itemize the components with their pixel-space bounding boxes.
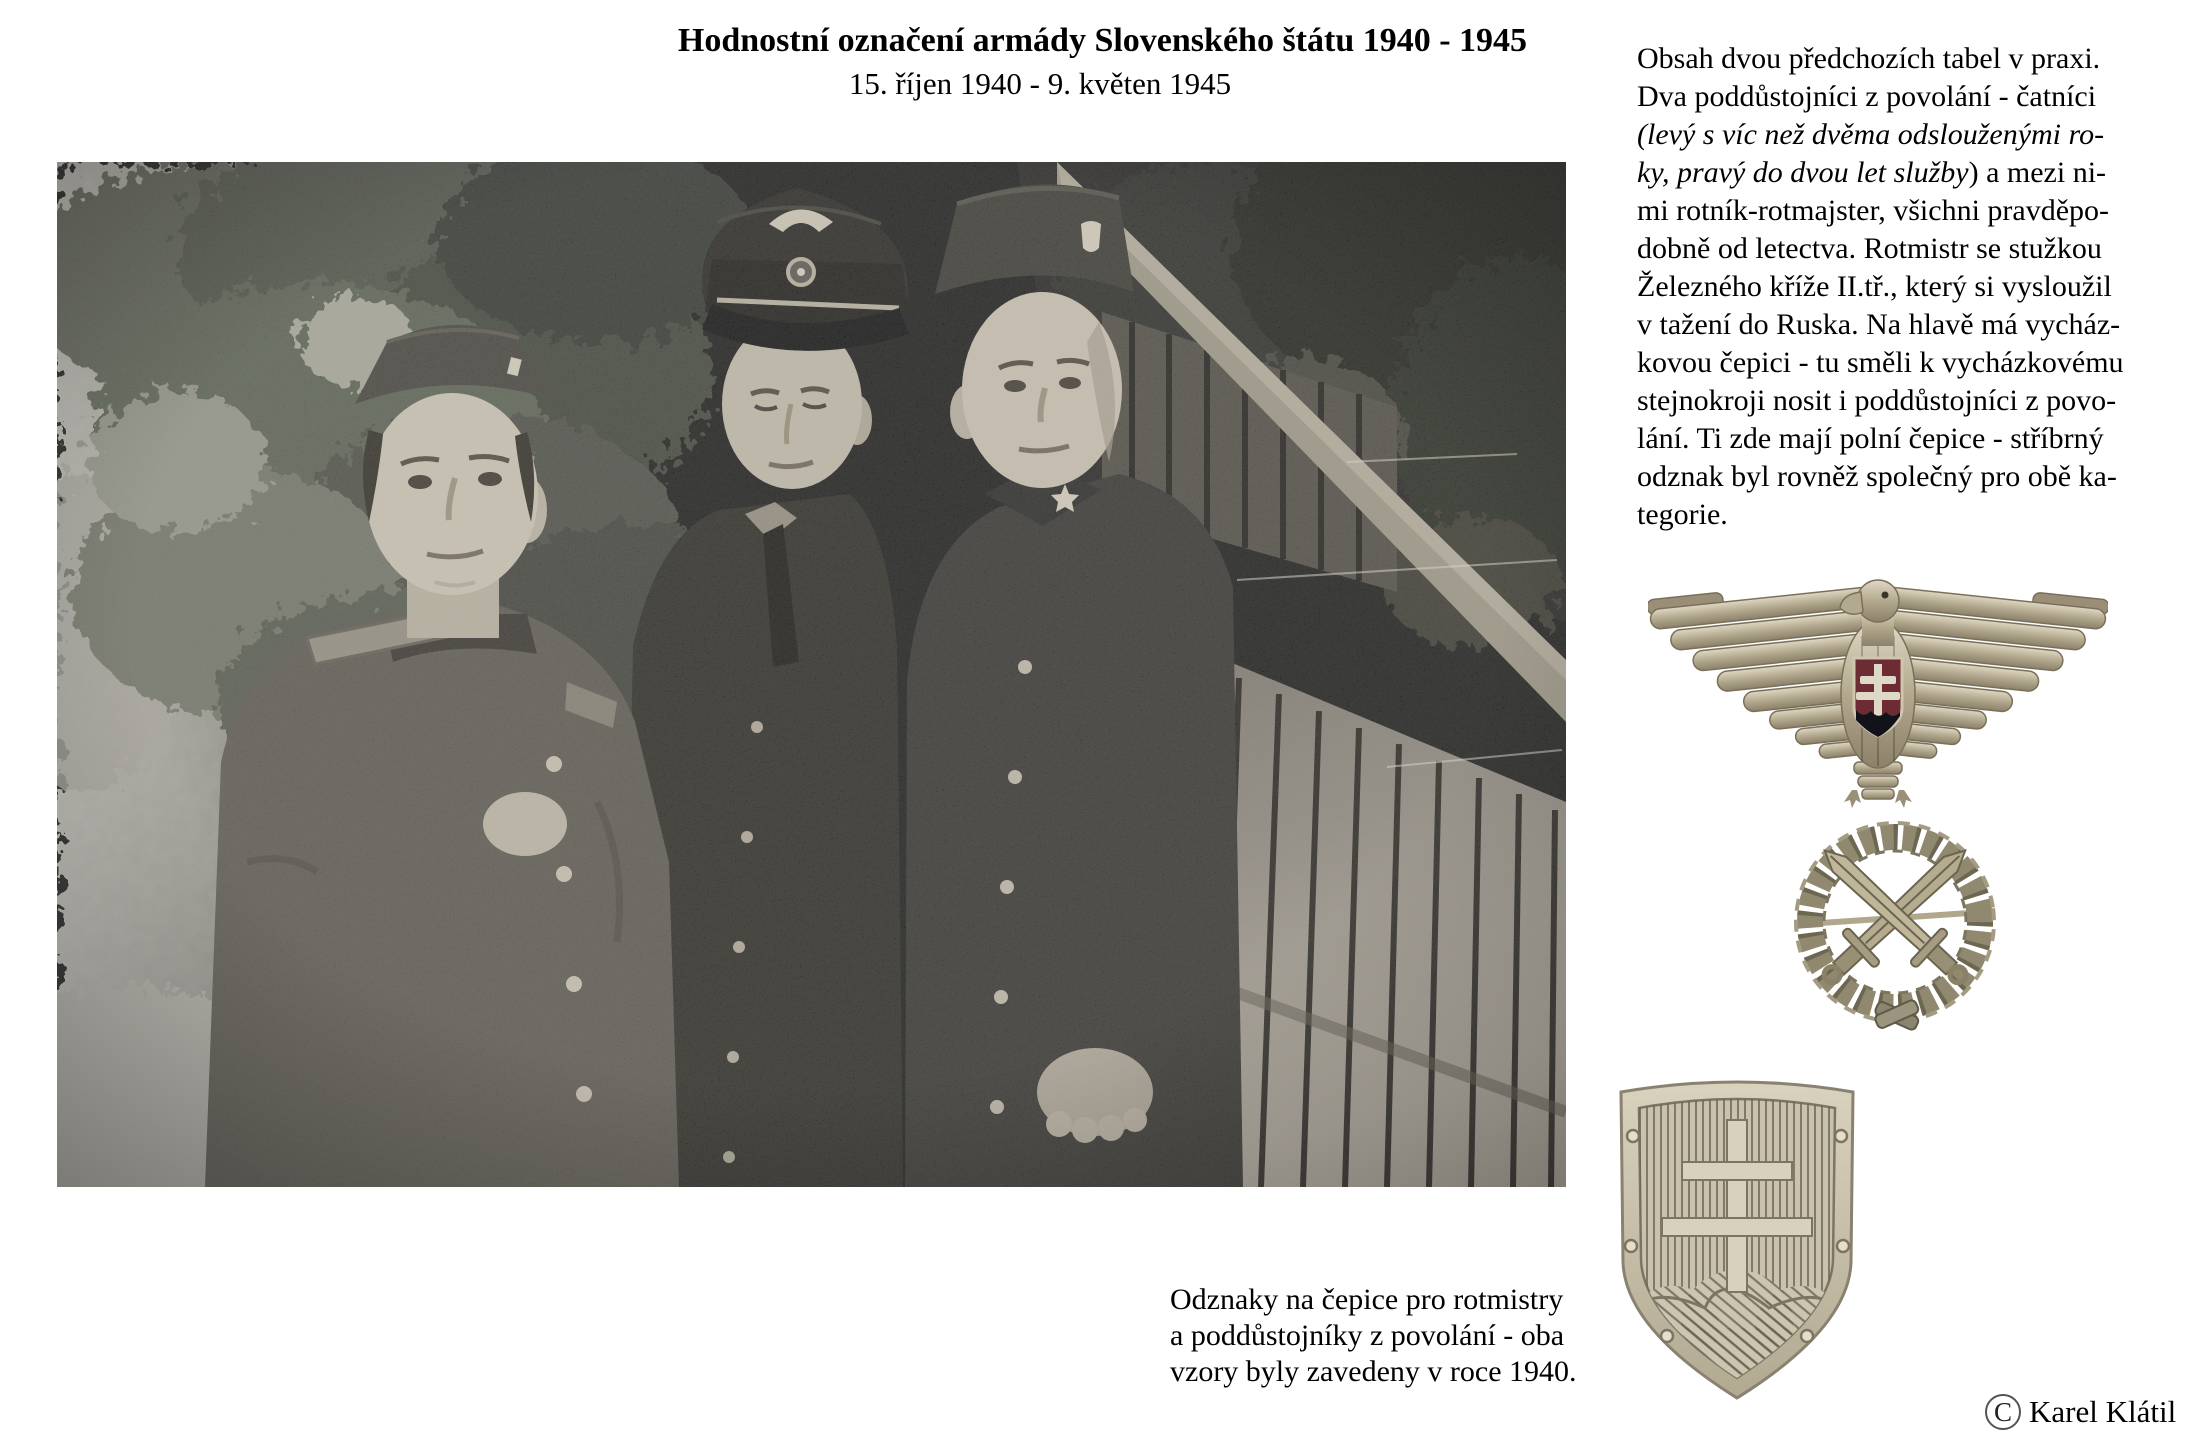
copyright xyxy=(1985,1394,2190,1430)
paragraph-line: Železného kříže II.tř., který si vysloužil xyxy=(1637,270,2112,303)
paragraph-line: v tažení do Ruska. Na hlavě má vycház- xyxy=(1637,308,2121,341)
photo-three-soldiers xyxy=(57,162,1566,1187)
paragraph-line: (levý s víc než dvěma odslouženými ro- xyxy=(1637,118,2105,151)
copyright-symbol: C xyxy=(1985,1394,2021,1430)
copyright-name: Karel Klátil xyxy=(2029,1394,2177,1429)
paragraph-line: stejnokroji nosit i poddůstojníci z povo- xyxy=(1637,384,2117,417)
paragraph-line: odznak byl rovněž společný pro obě ka- xyxy=(1637,460,2117,493)
eagle-cap-badge-image xyxy=(1648,566,2108,808)
caption-line: vzory byly zavedeny v roce 1940. xyxy=(1170,1355,1577,1388)
shield-double-cross-badge-image xyxy=(1609,1070,1865,1402)
paragraph-line: kovou čepici - tu směli k vycházkovému xyxy=(1637,346,2124,379)
paragraph-line: dobně od letectva. Rotmistr se stužkou xyxy=(1637,232,2102,265)
wreath-crossed-swords-badge-image xyxy=(1778,820,2012,1034)
photo-caption xyxy=(1170,1282,1577,1390)
page-subtitle: 15. říjen 1940 - 9. květen 1945 xyxy=(848,66,1232,101)
body-paragraph xyxy=(1637,40,2124,534)
paragraph-line: mi rotník-rotmajster, všichni pravděpo- xyxy=(1637,194,2110,227)
paragraph-line: ky, pravý do dvou let služby) a mezi ni- xyxy=(1637,156,2107,189)
paragraph-line: Dva poddůstojníci z povolání - čatníci xyxy=(1637,80,2097,113)
paragraph-line: tegorie. xyxy=(1637,498,1728,531)
paragraph-line: lání. Ti zde mají polní čepice - stříbrný xyxy=(1637,422,2104,455)
page-title: Hodnostní označení armády Slovenského štátu 1940 - 1945 xyxy=(677,22,1528,59)
caption-line: Odznaky na čepice pro rotmistry xyxy=(1170,1283,1564,1316)
caption-line: a poddůstojníky z povolání - oba xyxy=(1170,1319,1565,1352)
paragraph-line: Obsah dvou předchozích tabel v praxi. xyxy=(1637,42,2101,75)
